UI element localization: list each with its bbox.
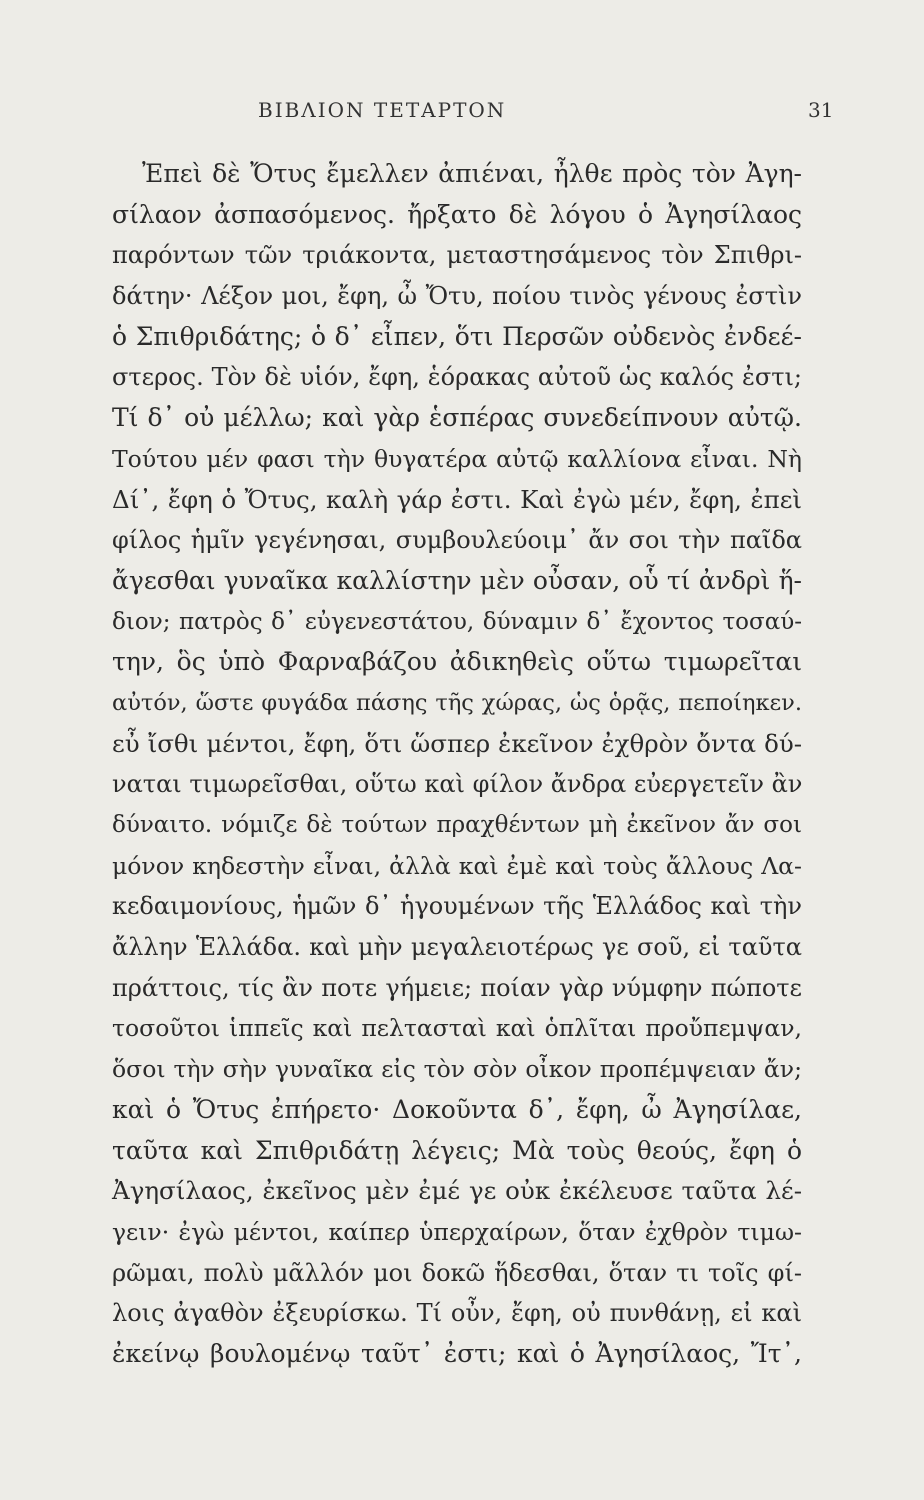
text-line: Τούτου μέν φασι τὴν θυγατέρα αὐτῷ καλλίονα εἶναι. Νὴ xyxy=(112,444,802,473)
text-line: καὶ ὁ Ὄτυς ἐπήρετο· Δοκοῦντα δ᾽, ἔφη, ὦ Ἀγησίλαε, xyxy=(112,1094,802,1124)
text-line: διον; πατρὸς δ᾽ εὐγενεστάτου, δύναμιν δ᾽ ἔχοντος τοσαύ- xyxy=(112,608,802,635)
text-line: αὐτόν, ὥστε φυγάδα πάσης τῆς χώρας, ὡς ὁρᾷς, πεποίηκεν. xyxy=(112,689,802,716)
page-number: 31 xyxy=(808,98,834,122)
text-line: ὅσοι τὴν σὴν γυναῖκα εἰς τὸν σὸν οἶκον προπέμψειαν ἄν; xyxy=(112,1055,802,1084)
text-line: γειν· ἐγὼ μέντοι, καίπερ ὑπερχαίρων, ὅταν ἐχθρὸν τιμω- xyxy=(112,1217,802,1246)
text-line: ἐκείνῳ βουλομένῳ ταῦτ᾽ ἐστι; καὶ ὁ Ἀγησίλαος, Ἴτ᾽, xyxy=(112,1338,802,1368)
text-line: Ἀγησίλαος, ἐκεῖνος μὲν ἐμέ γε οὐκ ἐκέλευσε ταῦτα λέ- xyxy=(112,1176,802,1206)
text-line: δύναιτο. νόμιζε δὲ τούτων πραχθέντων μὴ ἐκεῖνον ἄν σοι xyxy=(112,812,802,838)
text-line: κεδαιμονίους, ἡμῶν δ᾽ ἡγουμένων τῆς Ἑλλάδος καὶ τὴν xyxy=(112,892,802,921)
text-line: ταῦτα καὶ Σπιθριδάτῃ λέγεις; Μὰ τοὺς θεούς, ἔφη ὁ xyxy=(112,1135,802,1165)
text-line: παρόντων τῶν τριάκοντα, μεταστησάμενος τὸν Σπιθρι- xyxy=(112,241,802,270)
text-line: τοσοῦτοι ἱππεῖς καὶ πελτασταὶ καὶ ὁπλῖται προὔπεμψαν, xyxy=(112,1014,802,1043)
text-line: μόνον κηδεστὴν εἶναι, ἀλλὰ καὶ ἐμὲ καὶ τοὺς ἄλλους Λα- xyxy=(112,851,802,880)
text-line: σίλαον ἀσπασόμενος. ἤρξατο δὲ λόγου ὁ Ἀγησίλαος xyxy=(112,199,802,229)
text-line: ρῶμαι, πολὺ μᾶλλόν μοι δοκῶ ἥδεσθαι, ὅταν τι τοῖς φί- xyxy=(112,1258,802,1287)
text-line: λοις ἀγαθὸν ἐξευρίσκω. Τί οὖν, ἔφη, οὐ πυνθάνῃ, εἰ καὶ xyxy=(112,1299,802,1328)
text-line: ὁ Σπιθριδάτης; ὁ δ᾽ εἶπεν, ὅτι Περσῶν οὐδενὸς ἐνδεέ- xyxy=(112,321,802,351)
text-line: Ἐπεὶ δὲ Ὄτυς ἔμελλεν ἀπιέναι, ἦλθε πρὸς τὸν Ἀγη- xyxy=(142,159,802,188)
text-line: Δί᾽, ἔφη ὁ Ὄτυς, καλὴ γάρ ἐστι. Καὶ ἐγὼ μέν, ἔφη, ἐπεὶ xyxy=(112,484,802,514)
body-text xyxy=(112,154,802,1375)
text-line: ναται τιμωρεῖσθαι, οὕτω καὶ φίλον ἄνδρα εὐεργετεῖν ἂν xyxy=(112,770,803,799)
text-line: ἄλλην Ἑλλάδα. καὶ μὴν μεγαλειοτέρως γε σοῦ, εἰ ταῦτα xyxy=(112,933,802,962)
text-line: εὖ ἴσθι μέντοι, ἔφη, ὅτι ὥσπερ ἐκεῖνον ἐχθρὸν ὄντα δύ- xyxy=(112,728,802,758)
text-line: ἄγεσθαι γυναῖκα καλλίστην μὲν οὖσαν, οὗ τί ἀνδρὶ ἥ- xyxy=(112,565,802,595)
text-line: φίλος ἡμῖν γεγένησαι, συμβουλεύοιμ᾽ ἄν σοι τὴν παῖδα xyxy=(112,526,802,555)
text-line: δάτην· Λέξον μοι, ἔφη, ὦ Ὄτυ, ποίου τινὸς γένους ἐστὶν xyxy=(112,282,802,311)
text-line: την, ὃς ὑπὸ Φαρναβάζου ἀδικηθεὶς οὕτω τιμωρεῖται xyxy=(112,647,802,677)
text-line: πράττοις, τίς ἂν ποτε γήμειε; ποίαν γὰρ νύμφην πώποτε xyxy=(112,973,802,1002)
text-line: στερος. Τὸν δὲ υἱόν, ἔφη, ἑόρακας αὐτοῦ ὡς καλός ἐστι; xyxy=(112,363,802,392)
text-line: Τί δ᾽ οὐ μέλλω; καὶ γὰρ ἑσπέρας συνεδείπνουν αὐτῷ. xyxy=(112,403,802,433)
running-title: ΒΙΒΛΙΟΝ ΤΕΤΑΡΤΟΝ xyxy=(258,98,507,122)
